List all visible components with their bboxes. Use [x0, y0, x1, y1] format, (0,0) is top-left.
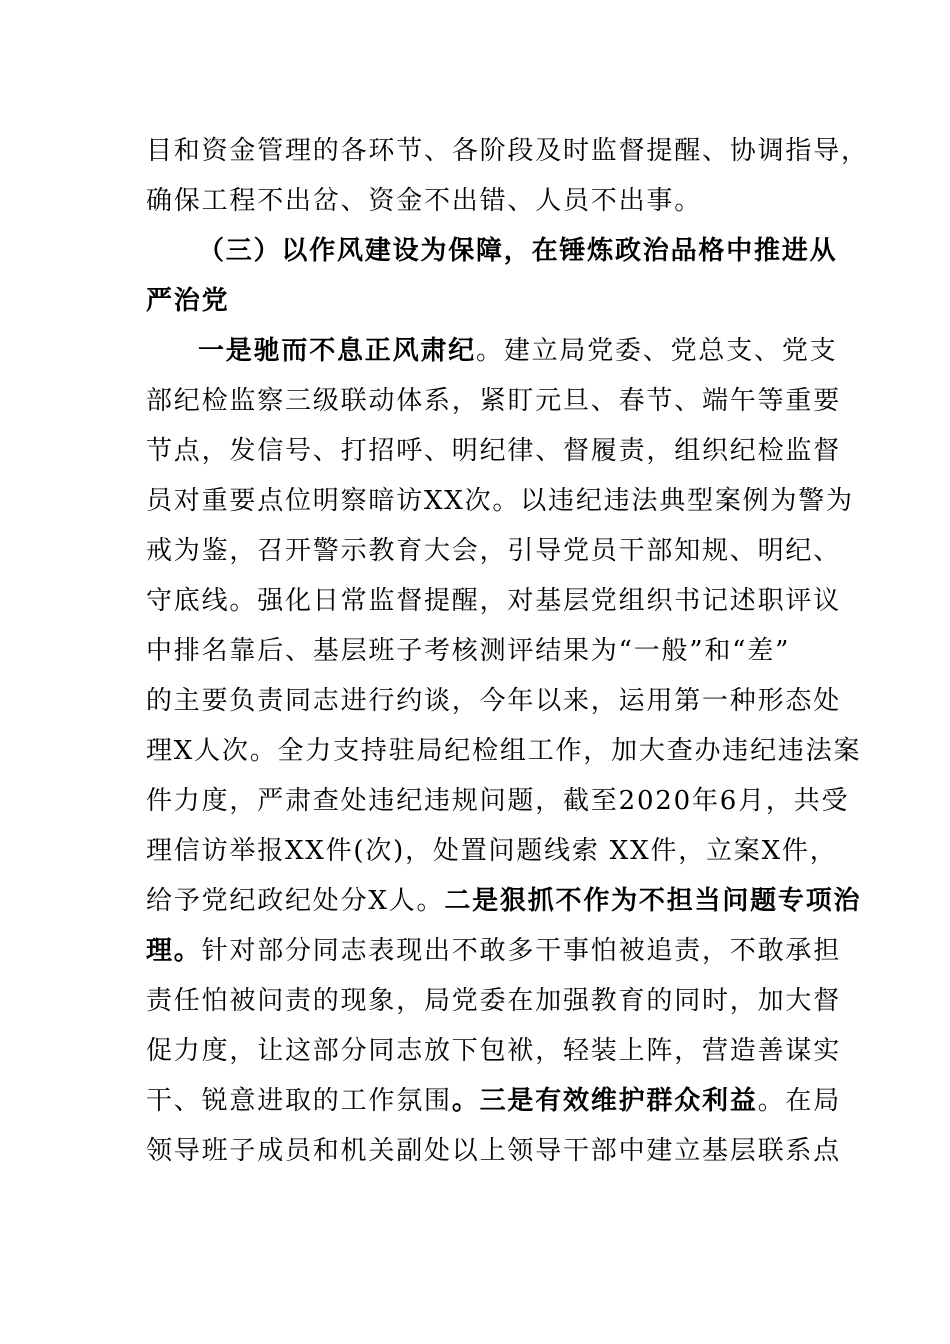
paragraph-line	[146, 436, 842, 466]
paragraph-line	[146, 536, 842, 566]
paragraph-line	[146, 1086, 842, 1116]
paragraph-line	[146, 1036, 842, 1066]
heading-text: （三）以作风建设为保障，在锤炼政治品格中推进从	[198, 236, 838, 266]
text-run: 件力度，严肃查处违纪违规问题，截至2020年6月，共受	[146, 786, 850, 816]
paragraph-line	[146, 986, 842, 1016]
section-heading	[198, 236, 858, 266]
text-run: 。建立局党委、党总支、党支	[476, 336, 838, 366]
text-run: 促力度，让这部分同志放下包袱，轻装上阵，营造善谋实	[146, 1036, 842, 1066]
paragraph-line	[198, 336, 858, 366]
paragraph-line	[146, 686, 842, 716]
text-run: 给予党纪政纪处分X人。	[146, 886, 445, 916]
text-run: 针对部分同志表现出不敢多干事怕被追责，不敢承担	[201, 936, 842, 966]
text-run: 节点，发信号、打招呼、明纪律、督履责，组织纪检监督	[146, 436, 842, 466]
text-run: 守底线。强化日常监督提醒，对基层党组织书记述职评议	[146, 586, 842, 616]
paragraph-line	[146, 786, 850, 816]
text-run: 领导班子成员和机关副处以上领导干部中建立基层联系点	[146, 1136, 842, 1166]
text-run: 确保工程不出岔、资金不出错、人员不出事。	[146, 186, 703, 216]
text-run: 员对重要点位明察暗访XX次。以违纪违法典型案例为警为	[146, 486, 854, 516]
text-run: 部纪检监察三级联动体系，紧盯元旦、春节、端午等重要	[146, 386, 842, 416]
paragraph-line	[146, 186, 806, 216]
text-run: 目和资金管理的各环节、各阶段及时监督提醒、协调指导，	[146, 136, 869, 166]
paragraph-line	[146, 736, 862, 766]
section-heading	[146, 286, 806, 316]
paragraph-line	[146, 936, 842, 966]
paragraph-line	[146, 136, 869, 166]
paragraph-line	[146, 1136, 842, 1166]
text-run: 中排名靠后、基层班子考核测评结果为“一般”和“差”	[146, 636, 791, 666]
text-run: 干、锐意进取的工作氛围	[146, 1086, 452, 1116]
text-run: 理信访举报XX件(次)，处置问题线索 XX件，立案X件，	[146, 836, 838, 866]
text-run: 戒为鉴，召开警示教育大会，引导党员干部知规、明纪、	[146, 536, 842, 566]
bold-lead-text: 二是狠抓不作为不担当问题专项治	[444, 886, 862, 916]
paragraph-line	[146, 636, 806, 666]
bold-lead-text: 理。	[146, 936, 202, 966]
paragraph-line	[146, 836, 838, 866]
bold-lead-text: 一是驰而不息正风肃纪	[198, 336, 477, 366]
text-run: 理X人次。全力支持驻局纪检组工作，加大查办违纪违法案	[146, 736, 862, 766]
paragraph-line	[146, 386, 842, 416]
paragraph-line	[146, 586, 842, 616]
heading-text: 严治党	[146, 286, 230, 316]
text-run: 责任怕被问责的现象，局党委在加强教育的同时，加大督	[146, 986, 842, 1016]
paragraph-line	[146, 886, 862, 916]
bold-lead-text: 。三是有效维护群众利益	[451, 1086, 758, 1116]
text-run: 。在局	[757, 1086, 842, 1116]
paragraph-line	[146, 486, 854, 516]
text-run: 的主要负责同志进行约谈，今年以来，运用第一种形态处	[146, 686, 842, 716]
